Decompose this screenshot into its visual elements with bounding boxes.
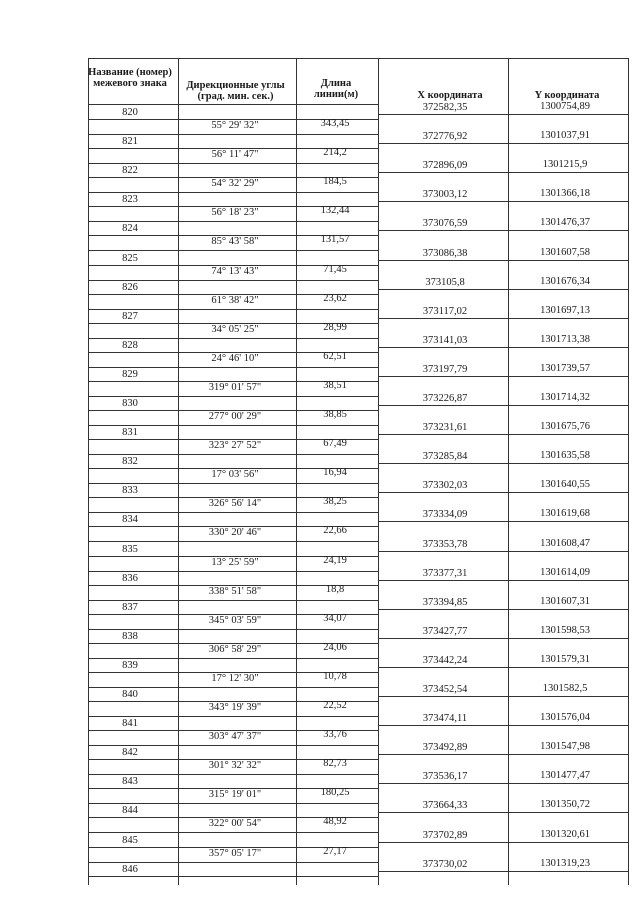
- x-coordinate: 373377,31: [422, 567, 468, 579]
- line-length: 33,76: [323, 729, 347, 741]
- x-coordinate: 373086,38: [422, 247, 468, 259]
- column-divider: [628, 58, 629, 885]
- line-length: 38,51: [323, 379, 347, 391]
- point-number: 824: [122, 223, 138, 235]
- line-length: 28,99: [323, 321, 347, 333]
- row-divider: [378, 434, 628, 435]
- direction-angle: 319° 01' 57": [208, 381, 262, 393]
- row-divider: [88, 338, 378, 339]
- row-divider: [378, 463, 628, 464]
- point-number: 821: [122, 136, 138, 148]
- column-divider: [508, 58, 509, 885]
- x-coordinate: 373427,77: [422, 625, 468, 637]
- y-coordinate: 1301614,09: [540, 566, 590, 578]
- row-divider: [88, 862, 378, 863]
- direction-angle: 338° 51' 58": [208, 585, 262, 597]
- row-divider: [378, 143, 628, 144]
- y-coordinate: 1301697,13: [540, 304, 590, 316]
- line-length: 16,94: [323, 467, 347, 479]
- point-number: 838: [122, 630, 138, 642]
- row-divider: [378, 230, 628, 231]
- point-number: 836: [122, 572, 138, 584]
- row-divider: [88, 876, 378, 877]
- line-length: 23,62: [323, 292, 347, 304]
- point-number: 846: [122, 863, 138, 875]
- point-number: 823: [122, 194, 138, 206]
- row-divider: [88, 396, 378, 397]
- y-coordinate: 1301477,47: [540, 770, 590, 782]
- line-length: 10,78: [323, 670, 347, 682]
- direction-angle: 330° 20' 46": [208, 527, 262, 539]
- x-coordinate: 373226,87: [422, 393, 468, 404]
- y-coordinate: 1301579,31: [540, 653, 590, 665]
- row-divider: [88, 571, 378, 572]
- line-length: 71,45: [323, 263, 347, 275]
- direction-angle: 74° 13' 43": [211, 265, 259, 277]
- direction-angle: 326° 56' 14": [208, 498, 262, 510]
- x-coordinate: 373353,78: [422, 538, 468, 550]
- y-coordinate: 1301598,53: [540, 624, 590, 636]
- x-coordinate: 373141,03: [422, 334, 468, 346]
- direction-angle: 85° 43' 58": [211, 236, 259, 248]
- line-length: 22,66: [323, 525, 347, 537]
- y-coordinate: 1301607,31: [540, 595, 590, 607]
- line-length: 24,06: [323, 641, 347, 653]
- direction-angle: 54° 32' 29": [211, 178, 259, 190]
- row-divider: [378, 609, 628, 610]
- x-coordinate: 372896,09: [422, 160, 468, 172]
- direction-angle: 56° 18' 23": [211, 207, 259, 219]
- point-number: 833: [122, 485, 138, 497]
- x-coordinate: 373452,54: [422, 684, 468, 695]
- row-divider: [378, 405, 628, 406]
- x-coordinate: 373702,89: [422, 829, 468, 841]
- direction-angle: 277° 00' 29": [208, 411, 262, 422]
- row-divider: [88, 221, 378, 222]
- row-divider: [378, 318, 628, 319]
- row-divider: [378, 172, 628, 173]
- y-coordinate: 1301576,04: [540, 712, 590, 724]
- point-number: 844: [122, 805, 138, 817]
- direction-angle: 322° 00' 54": [208, 818, 262, 830]
- row-divider: [378, 667, 628, 668]
- point-number: 822: [122, 165, 138, 177]
- x-coordinate: 373536,17: [422, 771, 468, 783]
- x-coordinate: 372582,35: [422, 102, 468, 113]
- row-divider: [88, 745, 378, 746]
- row-divider: [378, 201, 628, 202]
- line-length: 24,19: [323, 554, 347, 566]
- row-divider: [378, 725, 628, 726]
- x-coordinate: 373442,24: [422, 654, 468, 666]
- y-coordinate: 1301713,38: [540, 333, 590, 345]
- direction-angle: 24° 46' 10": [211, 352, 259, 364]
- row-divider: [88, 454, 378, 455]
- line-length: 184,5: [323, 176, 347, 188]
- point-number: 839: [122, 659, 138, 671]
- direction-angle: 13° 25' 59": [211, 556, 259, 568]
- point-number: 826: [122, 281, 138, 293]
- y-coordinate: 1301215,9: [542, 159, 588, 171]
- row-divider: [378, 376, 628, 377]
- row-divider: [378, 551, 628, 552]
- direction-angle: 315° 19' 01": [208, 789, 262, 801]
- direction-angle: 306° 58' 29": [208, 643, 262, 655]
- x-coordinate: 373474,11: [422, 713, 468, 725]
- row-divider: [378, 754, 628, 755]
- row-divider: [378, 696, 628, 697]
- y-coordinate: 1301547,98: [540, 741, 590, 753]
- y-coordinate: 1301635,58: [540, 450, 590, 462]
- direction-angle: 343° 19' 39": [208, 702, 262, 713]
- line-length: 214,2: [323, 147, 347, 159]
- row-divider: [88, 600, 378, 601]
- row-divider: [378, 260, 628, 261]
- x-coordinate: 373105,8: [425, 276, 465, 288]
- line-length: 62,51: [323, 350, 347, 362]
- y-coordinate: 1301320,61: [540, 828, 590, 840]
- line-length: 343,45: [320, 118, 350, 129]
- x-coordinate: 373117,02: [422, 305, 468, 317]
- y-coordinate: 1301037,91: [540, 130, 590, 142]
- row-divider: [378, 521, 628, 522]
- y-coordinate: 1301319,23: [540, 857, 590, 869]
- x-coordinate: 373285,84: [422, 451, 468, 463]
- line-length: 82,73: [323, 758, 347, 770]
- x-coordinate: 373231,61: [422, 422, 468, 434]
- row-divider: [88, 803, 378, 804]
- point-number: 841: [122, 718, 138, 730]
- row-divider: [88, 134, 378, 135]
- direction-angle: 34° 05' 25": [211, 323, 259, 335]
- direction-angle: 61° 38' 42": [211, 294, 259, 306]
- row-divider: [378, 871, 628, 872]
- row-divider: [88, 541, 378, 542]
- row-divider: [88, 58, 628, 59]
- y-coordinate: 1301640,55: [540, 479, 590, 491]
- y-coordinate: 1301676,34: [540, 275, 590, 287]
- direction-angle: 56° 11' 47": [211, 149, 259, 161]
- line-length: 22,52: [323, 700, 347, 711]
- point-number: 837: [122, 601, 138, 613]
- row-divider: [88, 367, 378, 368]
- line-length: 18,8: [325, 583, 345, 595]
- row-divider: [88, 716, 378, 717]
- point-number: 820: [122, 107, 138, 118]
- line-length: 131,57: [320, 234, 350, 246]
- direction-angle: 323° 27' 52": [208, 440, 262, 452]
- row-divider: [378, 492, 628, 493]
- point-number: 832: [122, 456, 138, 468]
- y-coordinate: 1301739,57: [540, 362, 590, 374]
- line-length: 132,44: [320, 205, 350, 217]
- point-number: 825: [122, 252, 138, 264]
- y-coordinate: 1300754,89: [540, 101, 590, 112]
- y-coordinate: 1301608,47: [540, 537, 590, 549]
- x-coordinate: 373492,89: [422, 742, 468, 754]
- y-coordinate: 1301476,37: [540, 217, 590, 229]
- line-length: 38,85: [323, 409, 347, 420]
- direction-angle: 357° 05' 17": [208, 847, 262, 859]
- x-coordinate: 373394,85: [422, 596, 468, 608]
- header-name: Название (номер) межевого знака: [88, 67, 172, 89]
- row-divider: [378, 580, 628, 581]
- row-divider: [378, 783, 628, 784]
- row-divider: [88, 104, 378, 105]
- row-divider: [88, 425, 378, 426]
- row-divider: [88, 192, 378, 193]
- x-coordinate: 373664,33: [422, 800, 468, 812]
- direction-angle: 303° 47' 37": [208, 731, 262, 743]
- header-y: Y координата: [534, 90, 600, 101]
- line-length: 48,92: [323, 816, 347, 828]
- line-length: 67,49: [323, 438, 347, 450]
- y-coordinate: 1301619,68: [540, 508, 590, 520]
- column-divider: [378, 58, 379, 885]
- point-number: 845: [122, 834, 138, 846]
- direction-angle: 301° 32' 32": [208, 760, 262, 772]
- y-coordinate: 1301714,32: [540, 392, 590, 403]
- point-number: 840: [122, 689, 138, 700]
- direction-angle: 55° 29' 32": [211, 120, 259, 131]
- x-coordinate: 373076,59: [422, 218, 468, 230]
- x-coordinate: 373730,02: [422, 858, 468, 870]
- header-x: X координата: [417, 90, 483, 101]
- point-number: 827: [122, 310, 138, 322]
- point-number: 843: [122, 776, 138, 788]
- point-number: 829: [122, 368, 138, 380]
- row-divider: [88, 250, 378, 251]
- row-divider: [378, 289, 628, 290]
- header-angle: Дирекционные углы (град. мин. сек.): [186, 80, 285, 102]
- x-coordinate: 373003,12: [422, 189, 468, 201]
- row-divider: [378, 812, 628, 813]
- row-divider: [88, 629, 378, 630]
- line-length: 180,25: [320, 787, 350, 799]
- row-divider: [378, 347, 628, 348]
- column-divider: [178, 58, 179, 885]
- point-number: 828: [122, 339, 138, 351]
- point-number: 834: [122, 514, 138, 526]
- y-coordinate: 1301366,18: [540, 188, 590, 200]
- row-divider: [88, 658, 378, 659]
- row-divider: [88, 832, 378, 833]
- x-coordinate: 373334,09: [422, 509, 468, 521]
- direction-angle: 17° 12' 30": [211, 672, 259, 684]
- line-length: 34,07: [323, 612, 347, 624]
- row-divider: [378, 638, 628, 639]
- column-divider: [88, 58, 89, 885]
- row-divider: [378, 842, 628, 843]
- y-coordinate: 1301350,72: [540, 799, 590, 811]
- y-coordinate: 1301675,76: [540, 421, 590, 433]
- column-divider: [296, 58, 297, 885]
- header-length: Длина линии(м): [313, 78, 359, 100]
- point-number: 835: [122, 543, 138, 555]
- row-divider: [88, 163, 378, 164]
- point-number: 831: [122, 427, 138, 439]
- x-coordinate: 372776,92: [422, 131, 468, 143]
- row-divider: [88, 483, 378, 484]
- direction-angle: 345° 03' 59": [208, 614, 262, 626]
- line-length: 38,25: [323, 496, 347, 508]
- row-divider: [88, 512, 378, 513]
- row-divider: [88, 687, 378, 688]
- x-coordinate: 373302,03: [422, 480, 468, 492]
- point-number: 830: [122, 398, 138, 409]
- row-divider: [88, 774, 378, 775]
- y-coordinate: 1301607,58: [540, 246, 590, 258]
- direction-angle: 17° 03' 56": [211, 469, 259, 481]
- x-coordinate: 373197,79: [422, 363, 468, 375]
- line-length: 27,17: [323, 845, 347, 857]
- y-coordinate: 1301582,5: [542, 683, 588, 694]
- row-divider: [88, 309, 378, 310]
- point-number: 842: [122, 747, 138, 759]
- row-divider: [378, 114, 628, 115]
- row-divider: [88, 280, 378, 281]
